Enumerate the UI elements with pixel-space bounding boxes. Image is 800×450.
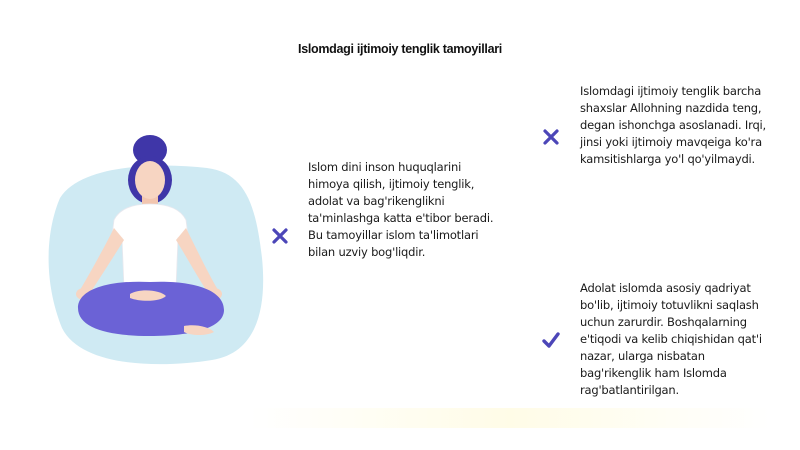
text-line: himoya qilish, ijtimoiy tenglik,: [308, 177, 475, 191]
text-line: Bu tamoyillar islom ta'limotlari: [308, 228, 479, 242]
text-line: bo'lib, ijtimoiy totuvlikni saqlash: [580, 298, 759, 312]
cross-icon: [270, 226, 290, 246]
text-line: bag'rikenglik ham Islomda: [580, 366, 727, 380]
text-line: kamsitishlarga yo'l qo'yilmaydi.: [580, 152, 756, 166]
check-icon: [541, 330, 561, 350]
page-title: Islomdagi ijtimoiy tenglik tamoyillari: [298, 42, 502, 56]
decorative-strip: [250, 408, 770, 428]
text-block-equality: [580, 83, 795, 168]
text-block-human-rights: [308, 159, 523, 261]
text-line: Adolat islomda asosiy qadriyat: [580, 281, 751, 295]
text-line: adolat va bag'rikenglikni: [308, 194, 445, 208]
text-line: uchun zarurdir. Boshqalarning: [580, 315, 747, 329]
text-line: rag'batlantirilgan.: [580, 383, 679, 397]
text-line: bilan uzviy bog'liqdir.: [308, 245, 426, 259]
text-line: shaxslar Allohning nazdida teng,: [580, 101, 762, 115]
face: [135, 161, 165, 199]
torso: [112, 204, 188, 288]
cross-icon: [541, 127, 561, 147]
text-line: Islom dini inson huquqlarini: [308, 160, 462, 174]
text-line: Islomdagi ijtimoiy tenglik barcha: [580, 84, 762, 98]
text-line: nazar, ularga nisbatan: [580, 349, 705, 363]
text-line: e'tiqodi va kelib chiqishidan qat'i: [580, 332, 762, 346]
text-line: ta'minlashga katta e'tibor beradi.: [308, 211, 494, 225]
text-line: jinsi yoki ijtimoiy mavqeiga ko'ra: [580, 135, 762, 149]
text-block-justice: [580, 280, 795, 399]
meditation-illustration: [42, 128, 267, 373]
text-line: degan ishonchga asoslanadi. Irqi,: [580, 118, 766, 132]
